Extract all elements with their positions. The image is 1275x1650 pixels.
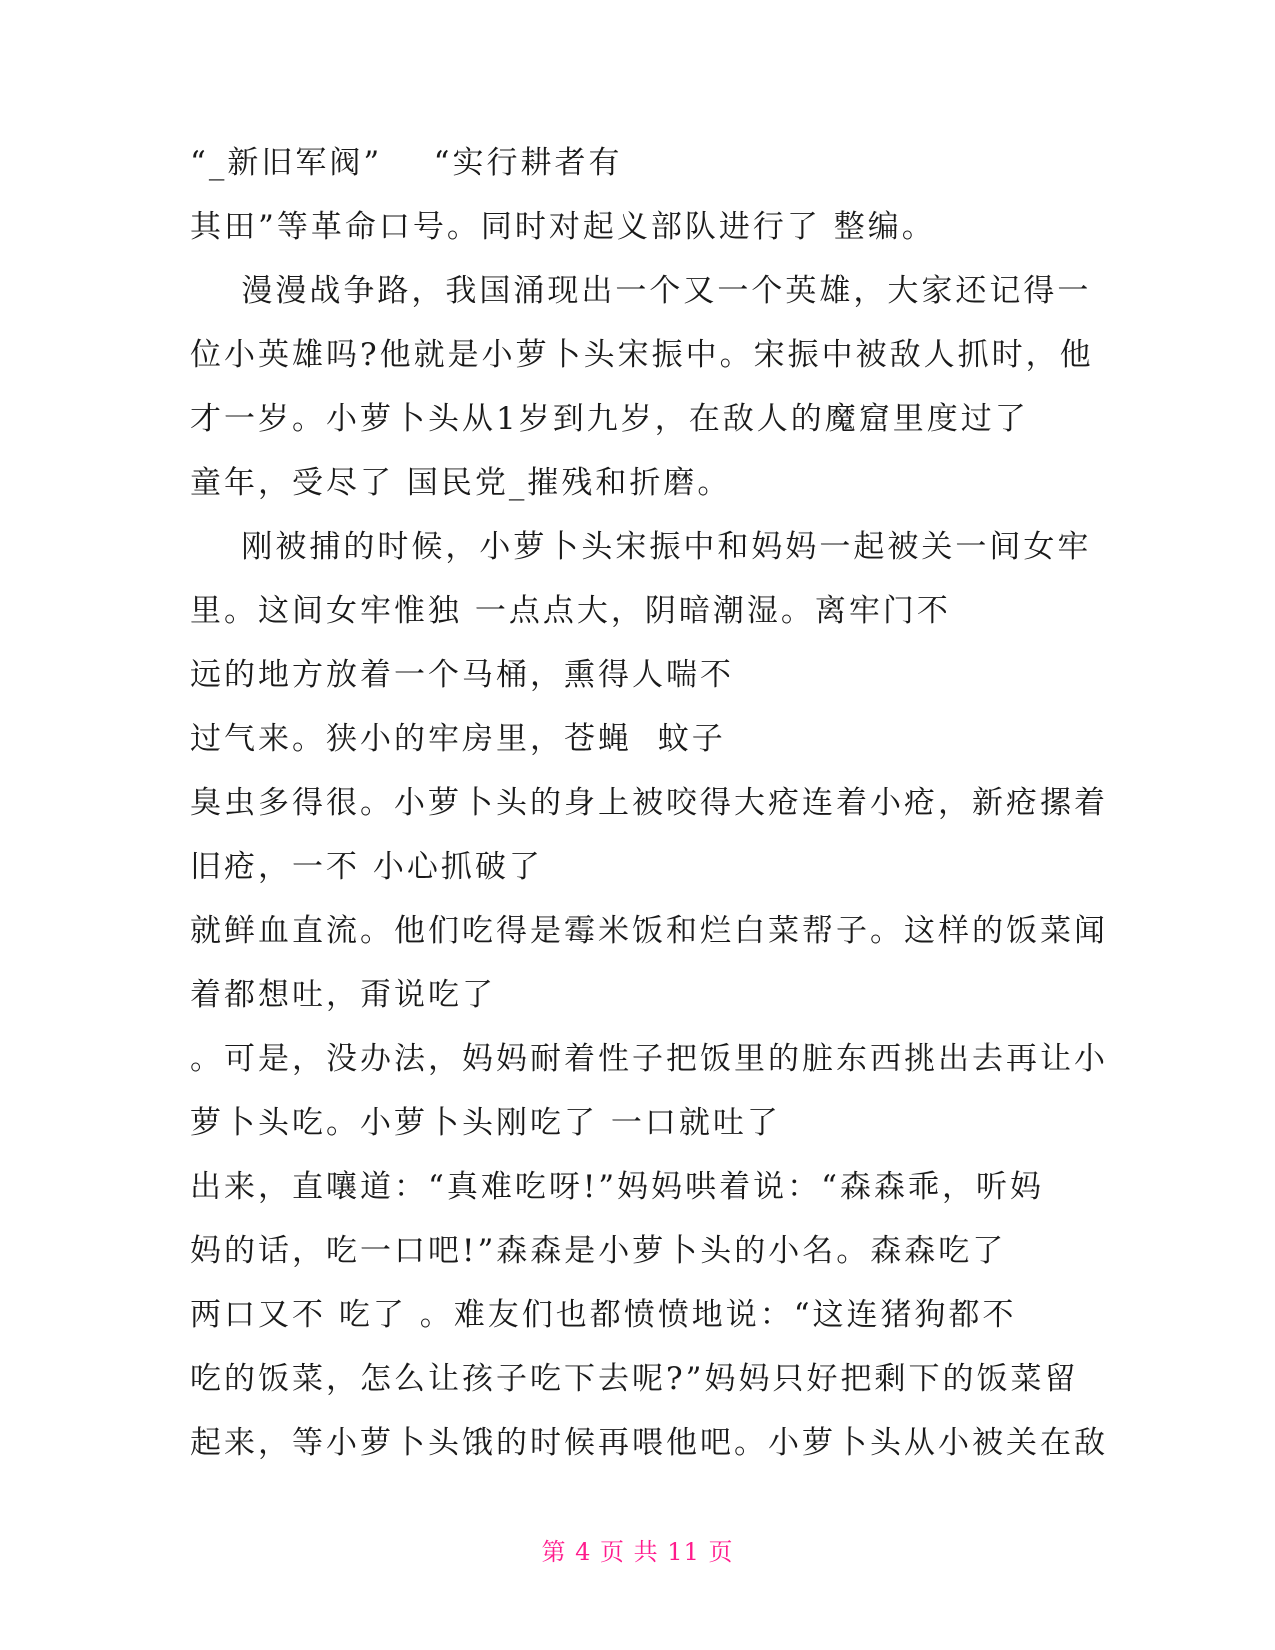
text-line: 才一岁。小萝卜头从1岁到九岁，在敌人的魔窟里度过了 — [190, 401, 1029, 437]
text-line: 两口又不 吃了 。难友们也都愤愤地说：“这连猪狗都不 — [190, 1297, 1017, 1333]
text-line: 萝卜头吃。小萝卜头刚吃了 一口就吐了 — [190, 1105, 781, 1141]
text-line: 就鲜血直流。他们吃得是霉米饭和烂白菜帮子。这样的饭菜闻 — [190, 913, 1108, 949]
text-line: 里。这间女牢惟独 一点点大，阴暗潮湿。离牢门不 — [190, 593, 951, 629]
text-line: 远的地方放着一个马桶，熏得人喘不 — [190, 657, 734, 693]
text-line: 童年，受尽了 国民党_摧残和折磨。 — [190, 465, 732, 501]
text-line: 着都想吐，甭说吃了 — [190, 977, 496, 1013]
text-line: 位小英雄吗?他就是小萝卜头宋振中。宋振中被敌人抓时，他 — [190, 337, 1094, 373]
text-line: 旧疮，一不 小心抓破了 — [190, 849, 543, 885]
text-line: 过气来。狭小的牢房里，苍蝇 蚊子 — [190, 721, 726, 757]
page-number-footer: 第 4 页 共 11 页 — [541, 1538, 734, 1566]
text-line: 。可是，没办法，妈妈耐着性子把饭里的脏东西挑出去再让小 — [190, 1041, 1108, 1077]
text-line: 漫漫战争路，我国涌现出一个又一个英雄，大家还记得一 — [190, 273, 1092, 309]
text-line: “_新旧军阀” “实行耕者有 — [190, 145, 623, 181]
text-line: 出来，直嚷道：“真难吃呀!”妈妈哄着说：“森森乖，听妈 — [190, 1169, 1044, 1205]
text-line: 刚被捕的时候，小萝卜头宋振中和妈妈一起被关一间女牢 — [190, 529, 1092, 565]
text-line: 臭虫多得很。小萝卜头的身上被咬得大疮连着小疮，新疮摞着 — [190, 785, 1108, 821]
text-line: 其田”等革命口号。同时对起义部队进行了 整编。 — [190, 209, 936, 245]
text-line: 妈的话，吃一口吧!”森森是小萝卜头的小名。森森吃了 — [190, 1233, 1007, 1269]
text-line: 吃的饭菜，怎么让孩子吃下去呢?”妈妈只好把剩下的饭菜留 — [190, 1361, 1079, 1397]
text-line: 起来，等小萝卜头饿的时候再喂他吧。小萝卜头从小被关在敌 — [190, 1425, 1108, 1461]
